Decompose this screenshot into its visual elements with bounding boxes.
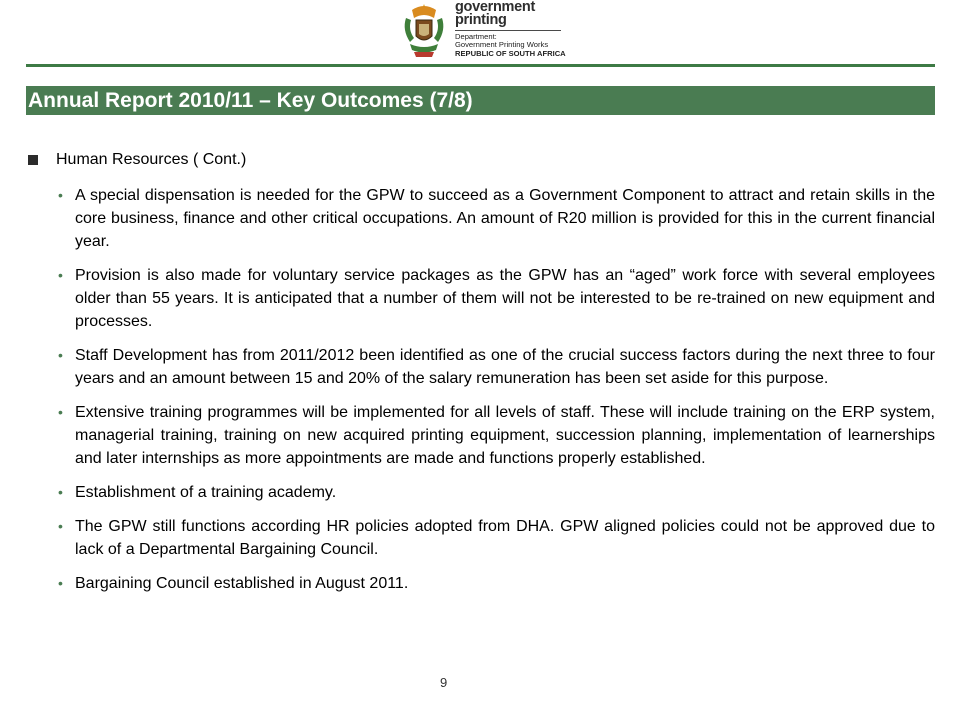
brand-line-2: printing [455, 12, 507, 28]
bullet-text: Establishment of a training academy. [75, 484, 337, 501]
brand-line-1: government [455, 0, 535, 15]
bullet-dot-icon: • [58, 518, 63, 534]
coat-of-arms-icon [398, 0, 450, 60]
bullet-dot-icon: • [58, 404, 63, 420]
department-label: Department: [455, 32, 497, 41]
bullet-dot-icon: • [58, 347, 63, 363]
bullet-text: Staff Development has from 2011/2012 been identified as one of the crucial success factors during the next three to four years and an amount between 15 and 20% of the salary remuneration has been set aside for this purpose. [75, 347, 935, 387]
bullet-dot-icon: • [58, 187, 63, 203]
bullet-item [58, 184, 935, 253]
slide-title: Annual Report 2010/11 – Key Outcomes (7/8) [26, 86, 935, 115]
bullet-item [58, 481, 935, 504]
bullet-item [58, 264, 935, 333]
section-label: Human Resources ( Cont.) [56, 151, 247, 168]
brand-wordmark [455, 1, 535, 27]
brand-divider [455, 30, 561, 31]
bullet-item [58, 515, 935, 561]
bullet-dot-icon: • [58, 575, 63, 591]
page-number: 9 [440, 675, 448, 690]
bullet-item [58, 344, 935, 390]
header-rule [26, 64, 935, 67]
bullet-list [58, 184, 935, 606]
bullet-text: The GPW still functions according HR policies adopted from DHA. GPW aligned policies could not be approved due to lack of a Departmental Bargaining Council. [75, 518, 935, 558]
bullet-dot-icon: • [58, 484, 63, 500]
bullet-text: Extensive training programmes will be implemented for all levels of staff. These will include training on the ERP system, managerial training, training on new acquired printing equipment, succession planning, implementation of learnerships and later internships as more appointments are made and functions properly established. [75, 404, 935, 467]
country-name: REPUBLIC OF SOUTH AFRICA [455, 48, 566, 58]
square-bullet-icon [28, 155, 38, 165]
department-name: Government Printing Works [455, 40, 549, 50]
bullet-dot-icon: • [58, 267, 63, 283]
bullet-text: Bargaining Council established in August 2011. [75, 575, 409, 592]
bullet-item [58, 401, 935, 470]
bullet-text: A special dispensation is needed for the GPW to succeed as a Government Component to attract and retain skills in the core business, finance and other critical occupations. An amount of R20 million is provided for this in the current financial year. [75, 187, 935, 250]
gpw-logo [398, 0, 568, 62]
bullet-item [58, 572, 935, 595]
department-block [455, 33, 566, 58]
bullet-text: Provision is also made for voluntary service packages as the GPW has an “aged” work force with several employees older than 55 years. It is anticipated that a number of them will not be interested to be re-trained on new equipment and processes. [75, 267, 935, 330]
